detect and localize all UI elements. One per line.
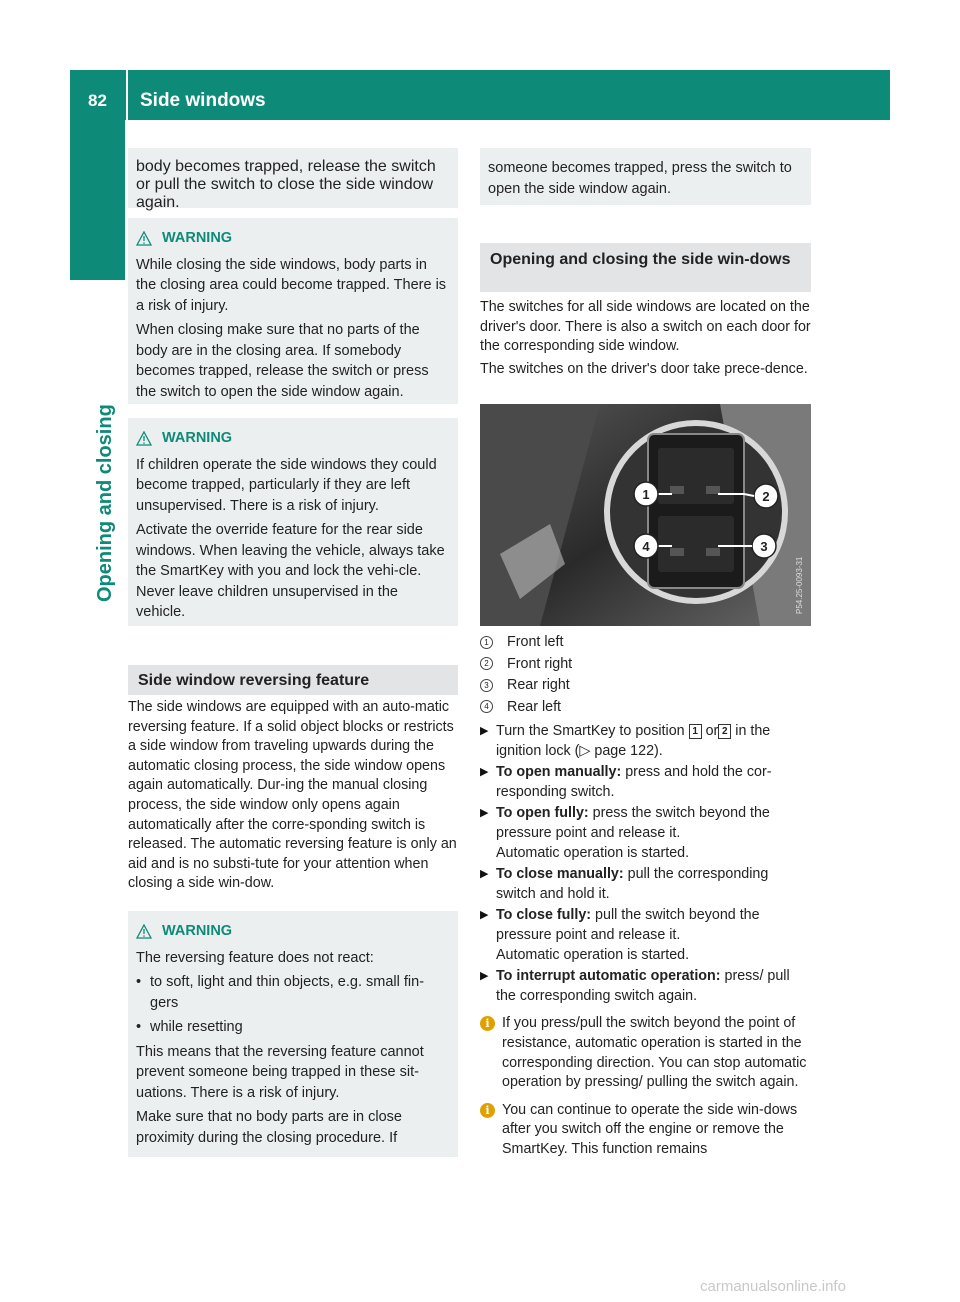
door-switch-photo <box>480 404 811 626</box>
step-text: pull the corresponding switch and hold it. <box>496 866 769 902</box>
step-item <box>480 865 811 904</box>
page-title: Side windows <box>140 90 266 111</box>
warning-text: While closing the side windows, body parts in the closing area could become trapped. There is a risk of injury. <box>136 256 447 314</box>
callout-2: 2 <box>762 489 770 504</box>
instruction-steps <box>480 722 811 1159</box>
section-heading: Opening and closing the side win-dows <box>480 243 811 292</box>
body-paragraph: The switches for all side windows are located on the driver's door. There is also a switch on each door for the corresponding side window. <box>480 299 811 354</box>
legend-number: 3 <box>480 679 493 692</box>
step-text: Turn the SmartKey to position <box>496 723 685 739</box>
warning-box-3 <box>128 911 458 1157</box>
warning-heading <box>136 921 450 942</box>
page-header <box>70 70 890 120</box>
photo-legend <box>480 632 811 718</box>
step-text: pull the switch beyond the pressure point and release it. <box>496 907 760 943</box>
intro-box-right <box>480 148 811 205</box>
callout-1: 1 <box>642 487 650 502</box>
step-text: in the ignition lock (▷ page 122). <box>496 723 771 759</box>
info-text: You can continue to operate the side win-dows after you switch off the engine or remove the SmartKey. This function remains <box>502 1101 798 1157</box>
step-item <box>480 967 811 1006</box>
warning-heading <box>136 428 450 449</box>
legend-item <box>480 675 811 696</box>
step-item <box>480 906 811 965</box>
section-heading: Side window reversing feature <box>128 665 458 695</box>
warning-label: WARNING <box>162 430 233 446</box>
step-text: or <box>705 723 719 739</box>
photo-code: P54.25-0093-31 <box>795 556 804 614</box>
sidebar-tab <box>70 120 125 280</box>
step-title: To open fully: <box>496 805 589 822</box>
body-paragraph: The side windows are equipped with an auto-matic reversing feature. If a solid object blocks or restricts a side window from traveling upwards during the automatic closing process, the side window opens again automatically. Dur-ing the manual closing process, the side window only opens again automatically after the corre-sponding switch is released. The automatic reversing feature is only an aid and is no substi-tute for your attention when closing a side win-dow. <box>128 699 457 892</box>
step-result: Automatic operation is started. <box>496 946 690 963</box>
legend-number: 1 <box>480 636 493 649</box>
watermark: carmanualsonline.info <box>700 1278 846 1295</box>
step-item <box>480 722 811 761</box>
callout-4: 4 <box>642 539 650 554</box>
legend-item <box>480 697 811 718</box>
warning-text: Make sure that no body parts are in close proximity during the closing procedure. If <box>136 1109 402 1146</box>
legend-text: Front left <box>507 634 564 650</box>
warning-text: If children operate the side windows they could become trapped, particularly if they are left unsupervised. There is a risk of injury. <box>136 456 437 514</box>
section-body <box>480 298 811 382</box>
intro-box-left <box>128 148 458 211</box>
intro-text: someone becomes trapped, press the switch to open the side window again. <box>488 160 792 197</box>
page-number: 82 <box>88 91 107 110</box>
info-note <box>480 1101 811 1160</box>
step-title: To close fully: <box>496 907 592 924</box>
header-separator <box>126 70 128 120</box>
step-result: Automatic operation is started. <box>496 844 690 861</box>
legend-number: 4 <box>480 700 493 713</box>
warning-box-2 <box>128 418 458 626</box>
switch-panel-illustration <box>480 404 811 626</box>
section-body <box>128 698 458 897</box>
sidebar-section-label <box>70 310 125 610</box>
info-icon: i <box>480 1016 495 1031</box>
warning-triangle-icon <box>136 924 152 939</box>
legend-text: Rear right <box>507 677 570 693</box>
warning-text: This means that the reversing feature cannot prevent someone being trapped in these sit-uations. There is a risk of injury. <box>136 1043 424 1101</box>
step-text: press/ pull the corresponding switch again. <box>496 968 790 1004</box>
legend-item <box>480 654 811 675</box>
step-text: press and hold the cor-responding switch. <box>496 764 772 800</box>
step-item <box>480 804 811 863</box>
legend-number: 2 <box>480 657 493 670</box>
info-note <box>480 1014 811 1092</box>
warning-heading <box>136 228 450 249</box>
key-position-2: 2 <box>718 724 731 739</box>
step-text: press the switch beyond the pressure point and release it. <box>496 805 770 841</box>
list-item: • to soft, light and thin objects, e.g. small fin-gers <box>136 972 450 1013</box>
step-title: To close manually: <box>496 866 624 883</box>
warning-triangle-icon <box>136 431 152 446</box>
warning-text: The reversing feature does not react: <box>136 949 374 966</box>
callout-3: 3 <box>760 539 768 554</box>
key-position-1: 1 <box>689 724 702 739</box>
step-title: To interrupt automatic operation: <box>496 968 721 985</box>
body-paragraph: The switches on the driver's door take prece-dence. <box>480 360 808 377</box>
warning-label: WARNING <box>162 923 233 939</box>
warning-triangle-icon <box>136 231 152 246</box>
legend-item <box>480 632 811 653</box>
legend-text: Front right <box>507 655 573 672</box>
bullet-list <box>136 972 450 1038</box>
warning-box-1 <box>128 218 458 404</box>
warning-label: WARNING <box>162 230 233 246</box>
intro-text: body becomes trapped, release the switch or pull the switch to close the side window again. <box>136 158 436 211</box>
warning-text: When closing make sure that no parts of the body are in the closing area. If somebody becomes trapped, release the switch or press the switch to open the side window again. <box>136 322 429 400</box>
legend-text: Rear left <box>507 698 562 715</box>
step-title: To open manually: <box>496 764 622 781</box>
list-item: • while resetting <box>136 1017 450 1038</box>
info-text: If you press/pull the switch beyond the point of resistance, automatic operation is started in the corresponding direction. You can stop automatic operation by pressing/ pulling the switch again. <box>502 1015 807 1091</box>
warning-text: Activate the override feature for the rear side windows. When leaving the vehicle, always take the SmartKey with you and lock the vehi-cle. Never leave children unsupervised in the vehicle. <box>136 522 445 620</box>
step-item <box>480 763 811 802</box>
info-icon: i <box>480 1103 495 1118</box>
section-name: Opening and closing <box>94 404 116 602</box>
